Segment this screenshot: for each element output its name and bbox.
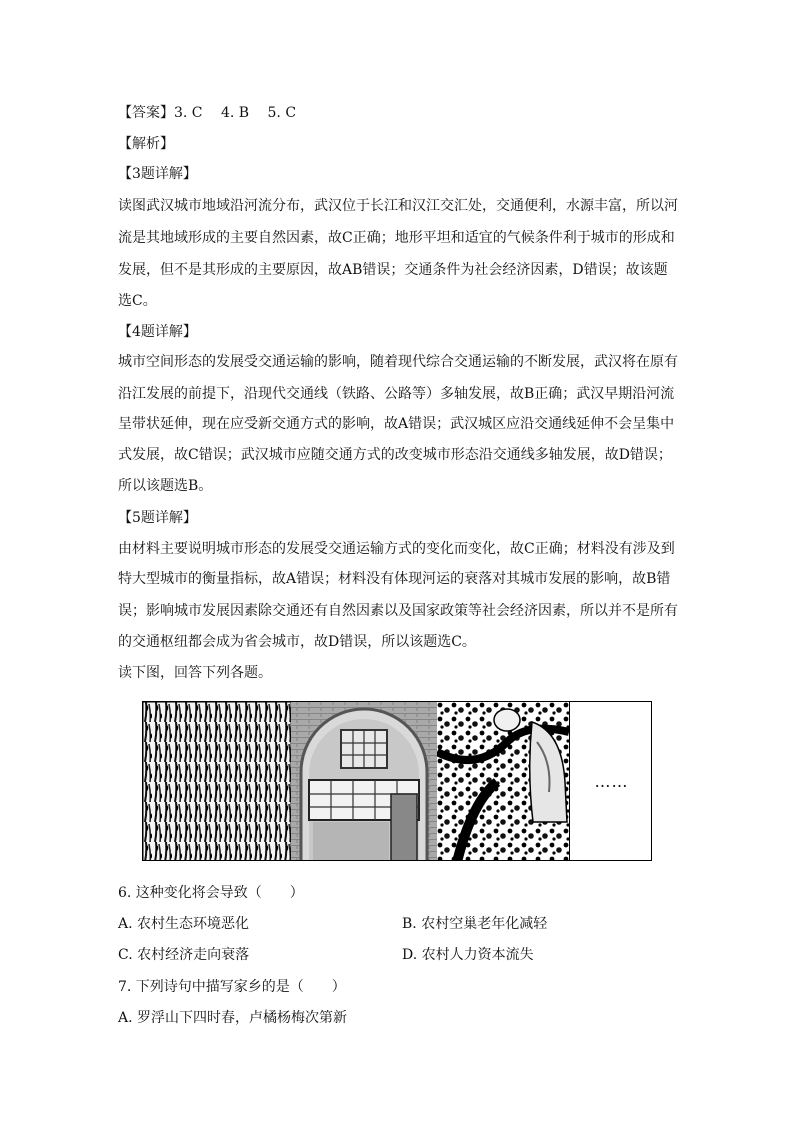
q5-line: 误；影响城市发展因素除交通还有自然因素以及国家政策等社会经济因素，所以并不是所有 (118, 603, 678, 619)
q5-line: 特大型城市的衡量指标，故A错误；材料没有体现河运的衰落对其城市发展的影响，故B错 (118, 571, 671, 587)
q7-stem: 7. 下列诗句中描写家乡的是（ ） (118, 979, 346, 995)
ellipsis-text: …… (594, 772, 629, 791)
q5-line: 由材料主要说明城市形态的发展受交通运输方式的变化而变化，故C正确；材料没有涉及到 (118, 541, 675, 557)
q5-line: 的交通枢纽都会成为省会城市，故D错误，所以该题选C。 (118, 634, 476, 650)
q3-line: 选C。 (118, 293, 157, 309)
old-house-image (291, 702, 437, 860)
q3-line: 读图武汉城市地域沿河流分布，武汉位于长江和汉江交汇处，交通便利，水源丰富，所以河 (118, 198, 678, 214)
q4-line: 沿江发展的前提下，沿现代交通线（铁路、公路等）多轴发展，故B正确；武汉早期沿河流 (118, 386, 675, 402)
q4-line: 所以该题选B。 (118, 478, 213, 494)
q6-stem: 6. 这种变化将会导致（ ） (118, 885, 304, 901)
instruction-line: 读下图，回答下列各题。 (118, 665, 272, 681)
q7-option-a: A. 罗浮山下四时春，卢橘杨梅次第新 (118, 1010, 348, 1026)
elderly-person-image (437, 702, 569, 860)
q4-heading: 【4题详解】 (118, 324, 197, 340)
answer-line: 【答案】3. C 4. B 5. C (118, 105, 297, 121)
illustration-figure (142, 701, 652, 861)
q6-option-b: B. 农村空巢老年化减轻 (402, 916, 548, 932)
wheat-field-image (143, 702, 291, 860)
q4-line: 城市空间形态的发展受交通运输的影响，随着现代综合交通运输的不断发展，武汉将在原有 (118, 354, 678, 370)
q4-line: 式发展，故C错误；武汉城市应随交通方式的改变城市形态沿交通线多轴发展，故D错误； (118, 447, 672, 463)
q3-line: 流是其地域形成的主要自然因素，故C正确；地形平坦和适宜的气候条件利于城市的形成和 (118, 230, 675, 246)
q3-line: 发展，但不是其形成的主要原因，故AB错误；交通条件为社会经济因素，D错误；故该题 (118, 262, 668, 278)
q4-line: 呈带状延伸，现在应受新交通方式的影响，故A错误；武汉城区应沿交通线延伸不会呈集中 (118, 416, 675, 432)
q6-option-a: A. 农村生态环境恶化 (118, 916, 250, 932)
q6-option-c: C. 农村经济走向衰落 (118, 947, 250, 963)
continuation-panel (569, 702, 652, 860)
q6-option-d: D. 农村人力资本流失 (402, 947, 534, 963)
q3-heading: 【3题详解】 (118, 166, 197, 182)
analysis-heading: 【解析】 (118, 136, 174, 152)
q5-heading: 【5题详解】 (118, 510, 197, 526)
